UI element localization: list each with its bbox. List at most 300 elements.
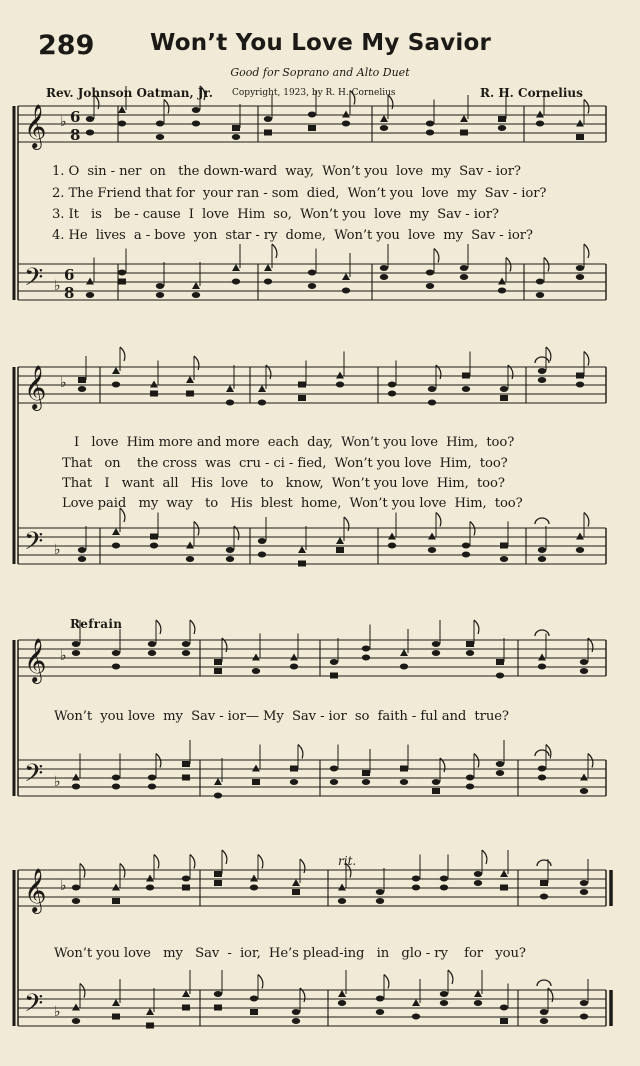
system-4-bass-notehead: [338, 1000, 346, 1006]
system-3-treble-notehead: [148, 650, 156, 656]
system-4-bass-notehead: [412, 1014, 420, 1020]
system-2-bass-notehead: [336, 537, 344, 544]
system-3-treble-notehead: [580, 659, 588, 665]
system-4-treble-notehead: [112, 884, 120, 891]
system-1-treble-notehead: [86, 130, 94, 136]
system-1-bass-notehead: [536, 279, 544, 285]
system-3-treble-notehead: [330, 673, 338, 679]
system-1-bass-notehead: [264, 279, 272, 285]
system-2-treble-notehead: [150, 381, 158, 388]
system-1-treble-notehead: [536, 121, 544, 127]
system-4-treble-notehead: [580, 889, 588, 895]
bass-clef-icon: 𝄢: [24, 263, 44, 298]
system-4-treble-notehead: [338, 884, 346, 891]
system-1-treble-notehead: [380, 115, 388, 122]
system-2-bass-notehead: [576, 547, 584, 553]
verse-3-line: 3. It is be - cause I love Him so, Won’t you love my Sav - ior?: [52, 207, 499, 222]
system-2-bass-notehead: [462, 543, 470, 549]
system-4-treble-notehead: [580, 880, 588, 886]
system-1-treble-notehead: [536, 111, 544, 118]
system-4-treble-flag: [222, 850, 227, 864]
verse-4-line-b: Love paid my way to His blest home, Won’t you love Him, too?: [62, 496, 523, 511]
treble-clef-icon: 𝄞: [24, 104, 47, 148]
system-2-bass-notehead: [298, 546, 306, 553]
system-2-treble-notehead: [500, 395, 508, 401]
system-1-bass-notehead: [498, 288, 506, 294]
hymn-number: 289: [38, 30, 95, 61]
system-1-treble-flag: [350, 91, 355, 105]
system-2-treble-notehead: [576, 373, 584, 379]
system-4-treble-notehead: [376, 898, 384, 904]
system-1-treble-notehead: [264, 116, 272, 122]
system-1-bass-notehead: [156, 283, 164, 289]
ritardando-marking: rit.: [338, 854, 357, 868]
system-2-treble-notehead: [538, 377, 546, 383]
system-4-treble-notehead: [540, 894, 548, 900]
system-4-bass-notehead: [250, 1009, 258, 1015]
system-1-bass-notehead: [118, 279, 126, 285]
system-2-treble-notehead: [336, 382, 344, 388]
hymn-title: Won’t You Love My Savior: [150, 30, 492, 56]
system-1-treble-notehead: [426, 121, 434, 127]
system-2-treble-notehead: [186, 391, 194, 397]
system-3-treble-notehead: [148, 641, 156, 647]
system-4-bass-notehead: [412, 999, 420, 1006]
system-4-treble-notehead: [146, 875, 154, 882]
system-2-treble-notehead: [226, 400, 234, 406]
time-signature-denominator: 8: [64, 284, 75, 302]
system-2-bass-notehead: [186, 542, 194, 549]
system-3-treble-notehead: [466, 650, 474, 656]
system-1-treble-notehead: [156, 121, 164, 127]
system-4-treble-notehead: [500, 870, 508, 877]
system-4-bass-notehead: [112, 1014, 120, 1020]
system-3-treble-notehead: [112, 650, 120, 656]
system-1-bass-notehead: [192, 292, 200, 298]
system-3-bass-notehead: [112, 775, 120, 781]
system-2-bass-notehead: [78, 556, 86, 562]
system-3-bass-notehead: [214, 778, 222, 785]
system-2-bass-notehead: [428, 547, 436, 553]
system-2-bass-notehead: [78, 547, 86, 553]
system-2-treble-notehead: [112, 367, 120, 374]
system-2-bass-flag: [436, 513, 441, 527]
system-3-bass-notehead: [290, 766, 298, 772]
system-4-treble-notehead: [72, 898, 80, 904]
system-3-bass-notehead: [580, 788, 588, 794]
system-2-bass-notehead: [186, 556, 194, 562]
system-3-treble-flag: [474, 620, 479, 634]
system-3-bass-notehead: [496, 761, 504, 767]
system-3-treble-notehead: [400, 649, 408, 656]
system-2-treble-notehead: [258, 400, 266, 406]
system-3-treble-flag: [156, 620, 161, 634]
system-1-treble-notehead: [308, 125, 316, 131]
system-1-bass-notehead: [342, 273, 350, 280]
system-2-bass-notehead: [576, 533, 584, 540]
system-1-bass-notehead: [460, 274, 468, 280]
system-4-bass-notehead: [500, 1018, 508, 1024]
system-2-treble-flag: [120, 347, 125, 361]
system-1-bass-notehead: [264, 264, 272, 271]
system-2-treble-notehead: [428, 400, 436, 406]
flat-icon: ♭: [60, 878, 67, 894]
fermata-icon: [535, 357, 549, 363]
system-1-treble-notehead: [426, 130, 434, 136]
fermata-icon: [535, 750, 549, 756]
system-3-bass-notehead: [252, 779, 260, 785]
system-2-bass-notehead: [298, 561, 306, 567]
system-3-treble-notehead: [290, 664, 298, 670]
system-4-bass-notehead: [112, 999, 120, 1006]
system-2-treble-notehead: [538, 368, 546, 374]
flat-icon: ♭: [54, 774, 61, 790]
refrain-label: Refrain: [70, 617, 123, 631]
system-4-bass-notehead: [440, 1000, 448, 1006]
system-1-treble-notehead: [576, 134, 584, 140]
treble-clef-icon: 𝄞: [24, 365, 47, 409]
system-2-bass-notehead: [388, 533, 396, 540]
system-2-bass-notehead: [538, 556, 546, 562]
system-3-bass-notehead: [252, 765, 260, 772]
system-1-bass-notehead: [86, 292, 94, 298]
system-3-bass-flag: [298, 745, 303, 759]
flat-icon: ♭: [60, 114, 67, 130]
system-4-treble-notehead: [292, 889, 300, 895]
system-3-bass-notehead: [580, 774, 588, 781]
system-1-treble-notehead: [498, 125, 506, 131]
system-3-treble-notehead: [362, 646, 370, 652]
system-4-bass-notehead: [440, 991, 448, 997]
system-3-treble-notehead: [290, 654, 298, 661]
system-4-treble-notehead: [500, 885, 508, 891]
system-3-treble-notehead: [538, 664, 546, 670]
system-2-bass-notehead: [500, 543, 508, 549]
system-2-bass-notehead: [112, 528, 120, 535]
system-4-treble-notehead: [146, 885, 154, 891]
system-2-bass-notehead: [150, 543, 158, 549]
system-4-bass-notehead: [500, 1005, 508, 1011]
system-4-treble-flag: [154, 855, 159, 869]
system-2-treble-notehead: [428, 386, 436, 392]
system-2-treble-notehead: [462, 373, 470, 379]
system-4-treble-notehead: [250, 875, 258, 882]
system-3-bass-notehead: [330, 779, 338, 785]
system-2-treble-notehead: [388, 382, 396, 388]
system-3-treble-flag: [190, 620, 195, 634]
system-1-treble-notehead: [118, 106, 126, 113]
system-3-treble-notehead: [330, 659, 338, 665]
system-4-treble-notehead: [214, 880, 222, 886]
system-4-bass-notehead: [292, 1009, 300, 1015]
system-1-treble-notehead: [118, 121, 126, 127]
system-1-treble-notehead: [192, 107, 200, 113]
system-4-bass-notehead: [292, 1018, 300, 1024]
system-3-bass-notehead: [432, 779, 440, 785]
system-4-treble-notehead: [440, 885, 448, 891]
system-1-bass-notehead: [342, 288, 350, 294]
system-4-bass-notehead: [474, 990, 482, 997]
system-4-treble-flag: [300, 859, 305, 873]
system-2-bass-flag: [584, 513, 589, 527]
system-3-treble-notehead: [432, 641, 440, 647]
system-4-bass-notehead: [146, 1008, 154, 1015]
system-3-bass-notehead: [496, 770, 504, 776]
fermata-icon: [535, 630, 549, 636]
system-2-bass-notehead: [112, 543, 120, 549]
verse-3-line-b: That I want all His love to know, Won’t you love Him, too?: [62, 476, 505, 491]
bass-clef-icon: 𝄢: [24, 989, 44, 1024]
system-1-treble-notehead: [460, 115, 468, 122]
system-4-bass-notehead: [580, 1000, 588, 1006]
system-1-bass-notehead: [380, 274, 388, 280]
system-3-bass-notehead: [538, 766, 546, 772]
system-4-bass-notehead: [580, 1014, 588, 1020]
system-4-bass-notehead: [72, 1018, 80, 1024]
system-4-bass-notehead: [214, 1005, 222, 1011]
system-2-treble-notehead: [336, 372, 344, 379]
system-2-treble-notehead: [388, 391, 396, 397]
system-4-bass-notehead: [72, 1004, 80, 1011]
system-1-treble-notehead: [86, 116, 94, 122]
system-2-bass-notehead: [336, 547, 344, 553]
system-3-bass-notehead: [466, 784, 474, 790]
system-4-treble-notehead: [412, 876, 420, 882]
system-4-bass-flag: [384, 975, 389, 989]
system-1-bass-notehead: [426, 270, 434, 276]
system-4-bass-flag: [258, 975, 263, 989]
system-2-treble-notehead: [186, 376, 194, 383]
system-1-bass-notehead: [576, 265, 584, 271]
system-3-bass-notehead: [362, 770, 370, 776]
system-3-treble-notehead: [252, 654, 260, 661]
system-3-bass-notehead: [214, 793, 222, 799]
system-1-treble-notehead: [498, 116, 506, 122]
system-2-bass-notehead: [388, 543, 396, 549]
flat-icon: ♭: [54, 1004, 61, 1020]
system-2-treble-notehead: [298, 382, 306, 388]
system-4-bass-flag: [448, 970, 453, 984]
system-2-treble-notehead: [112, 382, 120, 388]
fermata-icon: [537, 980, 551, 986]
system-3-treble-notehead: [496, 673, 504, 679]
system-4-treble-notehead: [376, 889, 384, 895]
system-1-bass-notehead: [232, 279, 240, 285]
performance-note: Good for Soprano and Alto Duet: [230, 66, 410, 79]
time-signature-denominator: 8: [70, 126, 81, 144]
system-1-bass-notehead: [308, 283, 316, 289]
system-4-bass-notehead: [540, 1009, 548, 1015]
system-1-bass-notehead: [118, 270, 126, 276]
system-1-bass-flag: [584, 244, 589, 258]
system-3-treble-notehead: [538, 654, 546, 661]
system-2-bass-notehead: [226, 547, 234, 553]
system-1-treble-notehead: [460, 130, 468, 136]
system-3-bass-notehead: [432, 788, 440, 794]
bass-clef-icon: 𝄢: [24, 527, 44, 562]
flat-icon: ♭: [60, 375, 67, 391]
system-3-treble-notehead: [214, 659, 222, 665]
system-4-bass-notehead: [338, 990, 346, 997]
system-1-bass-notehead: [498, 278, 506, 285]
system-3-bass-notehead: [330, 766, 338, 772]
verse-4-line: 4. He lives a - bove yon star - ry dome, Won’t you love my Sav - ior?: [52, 228, 533, 243]
system-1-treble-notehead: [192, 121, 200, 127]
system-4-bass-notehead: [474, 1000, 482, 1006]
system-3-treble-notehead: [182, 641, 190, 647]
lyricist-credit: Rev. Johnson Oatman, Jr.: [46, 86, 213, 100]
system-1-treble-flag: [200, 86, 205, 100]
system-3-treble-notehead: [214, 668, 222, 674]
system-2-treble-flag: [584, 352, 589, 366]
system-1-treble-notehead: [342, 121, 350, 127]
system-2-bass-notehead: [150, 534, 158, 540]
flat-icon: ♭: [54, 542, 61, 558]
system-1-treble-notehead: [380, 125, 388, 131]
system-4-treble-notehead: [338, 898, 346, 904]
system-3-bass-notehead: [362, 779, 370, 785]
system-1-treble-notehead: [342, 111, 350, 118]
system-1-treble-notehead: [576, 120, 584, 127]
verse-2-line: 2. The Friend that for your ran - som died, Won’t you love my Sav - ior?: [52, 186, 547, 201]
treble-clef-icon: 𝄞: [24, 638, 47, 682]
system-3-bass-notehead: [466, 775, 474, 781]
system-4-treble-notehead: [182, 876, 190, 882]
system-4-bass-notehead: [146, 1023, 154, 1029]
system-3-bass-notehead: [72, 784, 80, 790]
system-4-treble-notehead: [292, 879, 300, 886]
system-4-treble-flag: [482, 850, 487, 864]
system-1-treble-flag: [94, 95, 99, 109]
system-4-bass-notehead: [376, 1009, 384, 1015]
system-4-treble-flag: [190, 855, 195, 869]
system-2-treble-notehead: [500, 386, 508, 392]
system-4-bass-notehead: [250, 996, 258, 1002]
system-4-treble-notehead: [474, 880, 482, 886]
system-1-bass-flag: [272, 244, 277, 258]
time-signature-numerator: 6: [70, 108, 81, 126]
verse-1-line: 1. O sin - ner on the down-ward way, Won’t you love my Sav - ior?: [52, 164, 521, 179]
system-1-bass-notehead: [86, 278, 94, 285]
system-2-treble-notehead: [298, 395, 306, 401]
system-1-bass-notehead: [536, 292, 544, 298]
system-1-bass-notehead: [308, 270, 316, 276]
system-2-bass-notehead: [258, 552, 266, 558]
system-1-bass-notehead: [156, 292, 164, 298]
system-4-treble-notehead: [412, 885, 420, 891]
system-2-treble-notehead: [78, 377, 86, 383]
system-3-bass-notehead: [148, 784, 156, 790]
bass-clef-icon: 𝄢: [24, 759, 44, 794]
system-4-bass-notehead: [540, 1018, 548, 1024]
system-2-treble-notehead: [258, 385, 266, 392]
flat-icon: ♭: [60, 648, 67, 664]
system-1-treble-notehead: [156, 134, 164, 140]
refrain-lyric-2: Won’t you love my Sav - ior, He’s plead-ing in glo - ry for you?: [54, 946, 526, 961]
system-2-treble-flag: [194, 356, 199, 370]
system-4-treble-notehead: [540, 880, 548, 886]
system-3-bass-notehead: [538, 775, 546, 781]
system-3-treble-notehead: [496, 659, 504, 665]
system-2-bass-notehead: [428, 533, 436, 540]
system-3-treble-notehead: [580, 668, 588, 674]
system-2-treble-notehead: [150, 391, 158, 397]
verse-1-line-b: I love Him more and more each day, Won’t you love Him, too?: [74, 435, 515, 450]
system-3-bass-notehead: [148, 775, 156, 781]
system-1-bass-notehead: [232, 264, 240, 271]
system-1-treble-flag: [388, 95, 393, 109]
system-3-treble-notehead: [182, 650, 190, 656]
system-3-bass-notehead: [112, 784, 120, 790]
system-1-bass-notehead: [380, 265, 388, 271]
system-4-bass-notehead: [214, 991, 222, 997]
system-2-treble-notehead: [226, 385, 234, 392]
system-3-bass-notehead: [290, 779, 298, 785]
system-3-treble-notehead: [72, 641, 80, 647]
fermata-icon: [535, 518, 549, 524]
copyright-notice: Copyright, 1923, by R. H. Cornelius: [232, 88, 396, 98]
flat-icon: ♭: [54, 278, 61, 294]
fermata-icon: [537, 860, 551, 866]
system-4-bass-notehead: [182, 1005, 190, 1011]
system-3-bass-notehead: [400, 766, 408, 772]
system-1-bass-notehead: [576, 274, 584, 280]
system-3-treble-notehead: [400, 664, 408, 670]
system-3-bass-notehead: [182, 775, 190, 781]
system-1-bass-notehead: [460, 265, 468, 271]
system-2-bass-notehead: [462, 552, 470, 558]
system-4-treble-notehead: [440, 876, 448, 882]
system-3-treble-notehead: [72, 650, 80, 656]
system-4-treble-notehead: [182, 885, 190, 891]
system-4-treble-notehead: [112, 898, 120, 904]
system-2-bass-notehead: [226, 556, 234, 562]
system-3-bass-notehead: [182, 761, 190, 767]
system-1-bass-notehead: [426, 283, 434, 289]
system-4-bass-notehead: [376, 996, 384, 1002]
system-3-treble-notehead: [466, 641, 474, 647]
system-3-treble-notehead: [252, 668, 260, 674]
refrain-lyric-1: Won’t you love my Sav - ior— My Sav - ior so faith - ful and true?: [54, 709, 509, 724]
system-4-treble-notehead: [214, 871, 222, 877]
system-2-bass-notehead: [500, 556, 508, 562]
system-2-bass-flag: [344, 517, 349, 531]
system-4-bass-notehead: [182, 990, 190, 997]
system-1-treble-notehead: [264, 130, 272, 136]
system-1-treble-notehead: [232, 134, 240, 140]
system-3-bass-notehead: [72, 774, 80, 781]
composer-credit: R. H. Cornelius: [480, 86, 583, 100]
system-1-bass-flag: [434, 249, 439, 263]
system-3-treble-notehead: [112, 664, 120, 670]
system-2-treble-notehead: [78, 386, 86, 392]
system-1-bass-notehead: [192, 282, 200, 289]
system-4-treble-notehead: [72, 885, 80, 891]
system-3-treble-notehead: [362, 655, 370, 661]
system-3-bass-notehead: [400, 779, 408, 785]
system-2-treble-notehead: [576, 382, 584, 388]
system-2-treble-notehead: [462, 386, 470, 392]
system-4-treble-notehead: [250, 885, 258, 891]
verse-2-line-b: That on the cross was cru - ci - fied, Won’t you love Him, too?: [62, 456, 508, 471]
system-1-treble-notehead: [232, 125, 240, 131]
system-1-treble-notehead: [308, 112, 316, 118]
system-2-bass-notehead: [258, 538, 266, 544]
system-4-treble-notehead: [474, 871, 482, 877]
system-2-bass-notehead: [538, 547, 546, 553]
time-signature-numerator: 6: [64, 266, 75, 284]
treble-clef-icon: 𝄞: [24, 868, 47, 912]
